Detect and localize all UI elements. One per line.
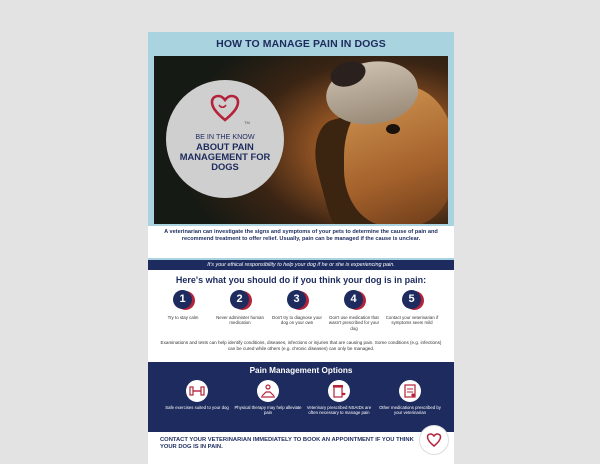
step-1 <box>155 290 211 320</box>
option-nsaids <box>304 380 374 416</box>
contact-cta: CONTACT YOUR VETERINARIAN IMMEDIATELY TO BOOK AN APPOINTMENT IF YOU THINK YOUR DOG IS IN PAIN. <box>160 437 414 451</box>
dog-eye <box>386 124 400 134</box>
option-therapy <box>233 380 303 416</box>
step-number: 4 <box>344 290 363 309</box>
hero-image <box>154 56 448 224</box>
step-number: 1 <box>173 290 192 309</box>
step-3 <box>269 290 325 326</box>
badge-headline: ABOUT PAIN MANAGEMENT FOR DOGS <box>179 141 271 172</box>
option-text: Physical therapy may help alleviate pain <box>234 405 302 416</box>
step-text: Don't try to diagnose your dog on your own <box>272 315 322 326</box>
step-number: 3 <box>287 290 306 309</box>
option-text: Other medications prescribed by your veterinarian <box>379 405 441 416</box>
step-2 <box>212 290 268 326</box>
intro-text: A veterinarian can investigate the signs and symptoms of your pets to determine the cause of pain and recommend treatment to offer relief. Usually, pain can be managed if the cause is unclear. <box>164 229 438 242</box>
infographic <box>148 32 454 451</box>
steps-heading: Here's what you should do if you think your dog is in pain: <box>175 275 427 285</box>
responsibility-text: It's your ethical responsibility to help your dog if he or she is experiencing pain. <box>207 262 395 268</box>
trademark-mark: TM <box>244 120 250 125</box>
prescription-icon <box>399 380 421 402</box>
option-exercise <box>162 380 232 410</box>
heart-logo-icon <box>210 94 240 122</box>
therapy-icon <box>257 380 279 402</box>
options-title: Pain Management Options <box>249 366 353 375</box>
badge-kicker: BE IN THE KNOW <box>195 132 255 141</box>
step-number: 2 <box>230 290 249 309</box>
step-text: Contact your veterinarian if symptoms seem mild <box>385 315 439 326</box>
step-text: Don't use medication that wasn't prescribed for your dog <box>328 315 380 331</box>
footer-logo <box>419 425 449 455</box>
exam-note: Examinations and tests can help identify conditions, diseases, infections or injuries that are causing pain. Some conditions (e.g. infections) can be cured while others (e.g. chronic diseases) can only be managed. <box>160 340 442 351</box>
be-in-the-know-badge <box>166 80 284 198</box>
option-text: Veterinary prescribed NSAIDs are often necessary to manage pain <box>306 405 372 416</box>
page-title: HOW TO MANAGE PAIN IN DOGS <box>216 38 386 50</box>
step-text: Try to stay calm <box>167 315 199 320</box>
heart-logo-icon <box>426 433 442 447</box>
step-5 <box>384 290 440 326</box>
option-text: Safe exercises suited to your dog <box>165 405 229 410</box>
step-text: Never administer human medication <box>216 315 264 326</box>
step-number: 5 <box>402 290 421 309</box>
step-4 <box>326 290 382 331</box>
dumbbell-icon <box>186 380 208 402</box>
pill-bottle-icon <box>328 380 350 402</box>
option-other-meds <box>375 380 445 416</box>
